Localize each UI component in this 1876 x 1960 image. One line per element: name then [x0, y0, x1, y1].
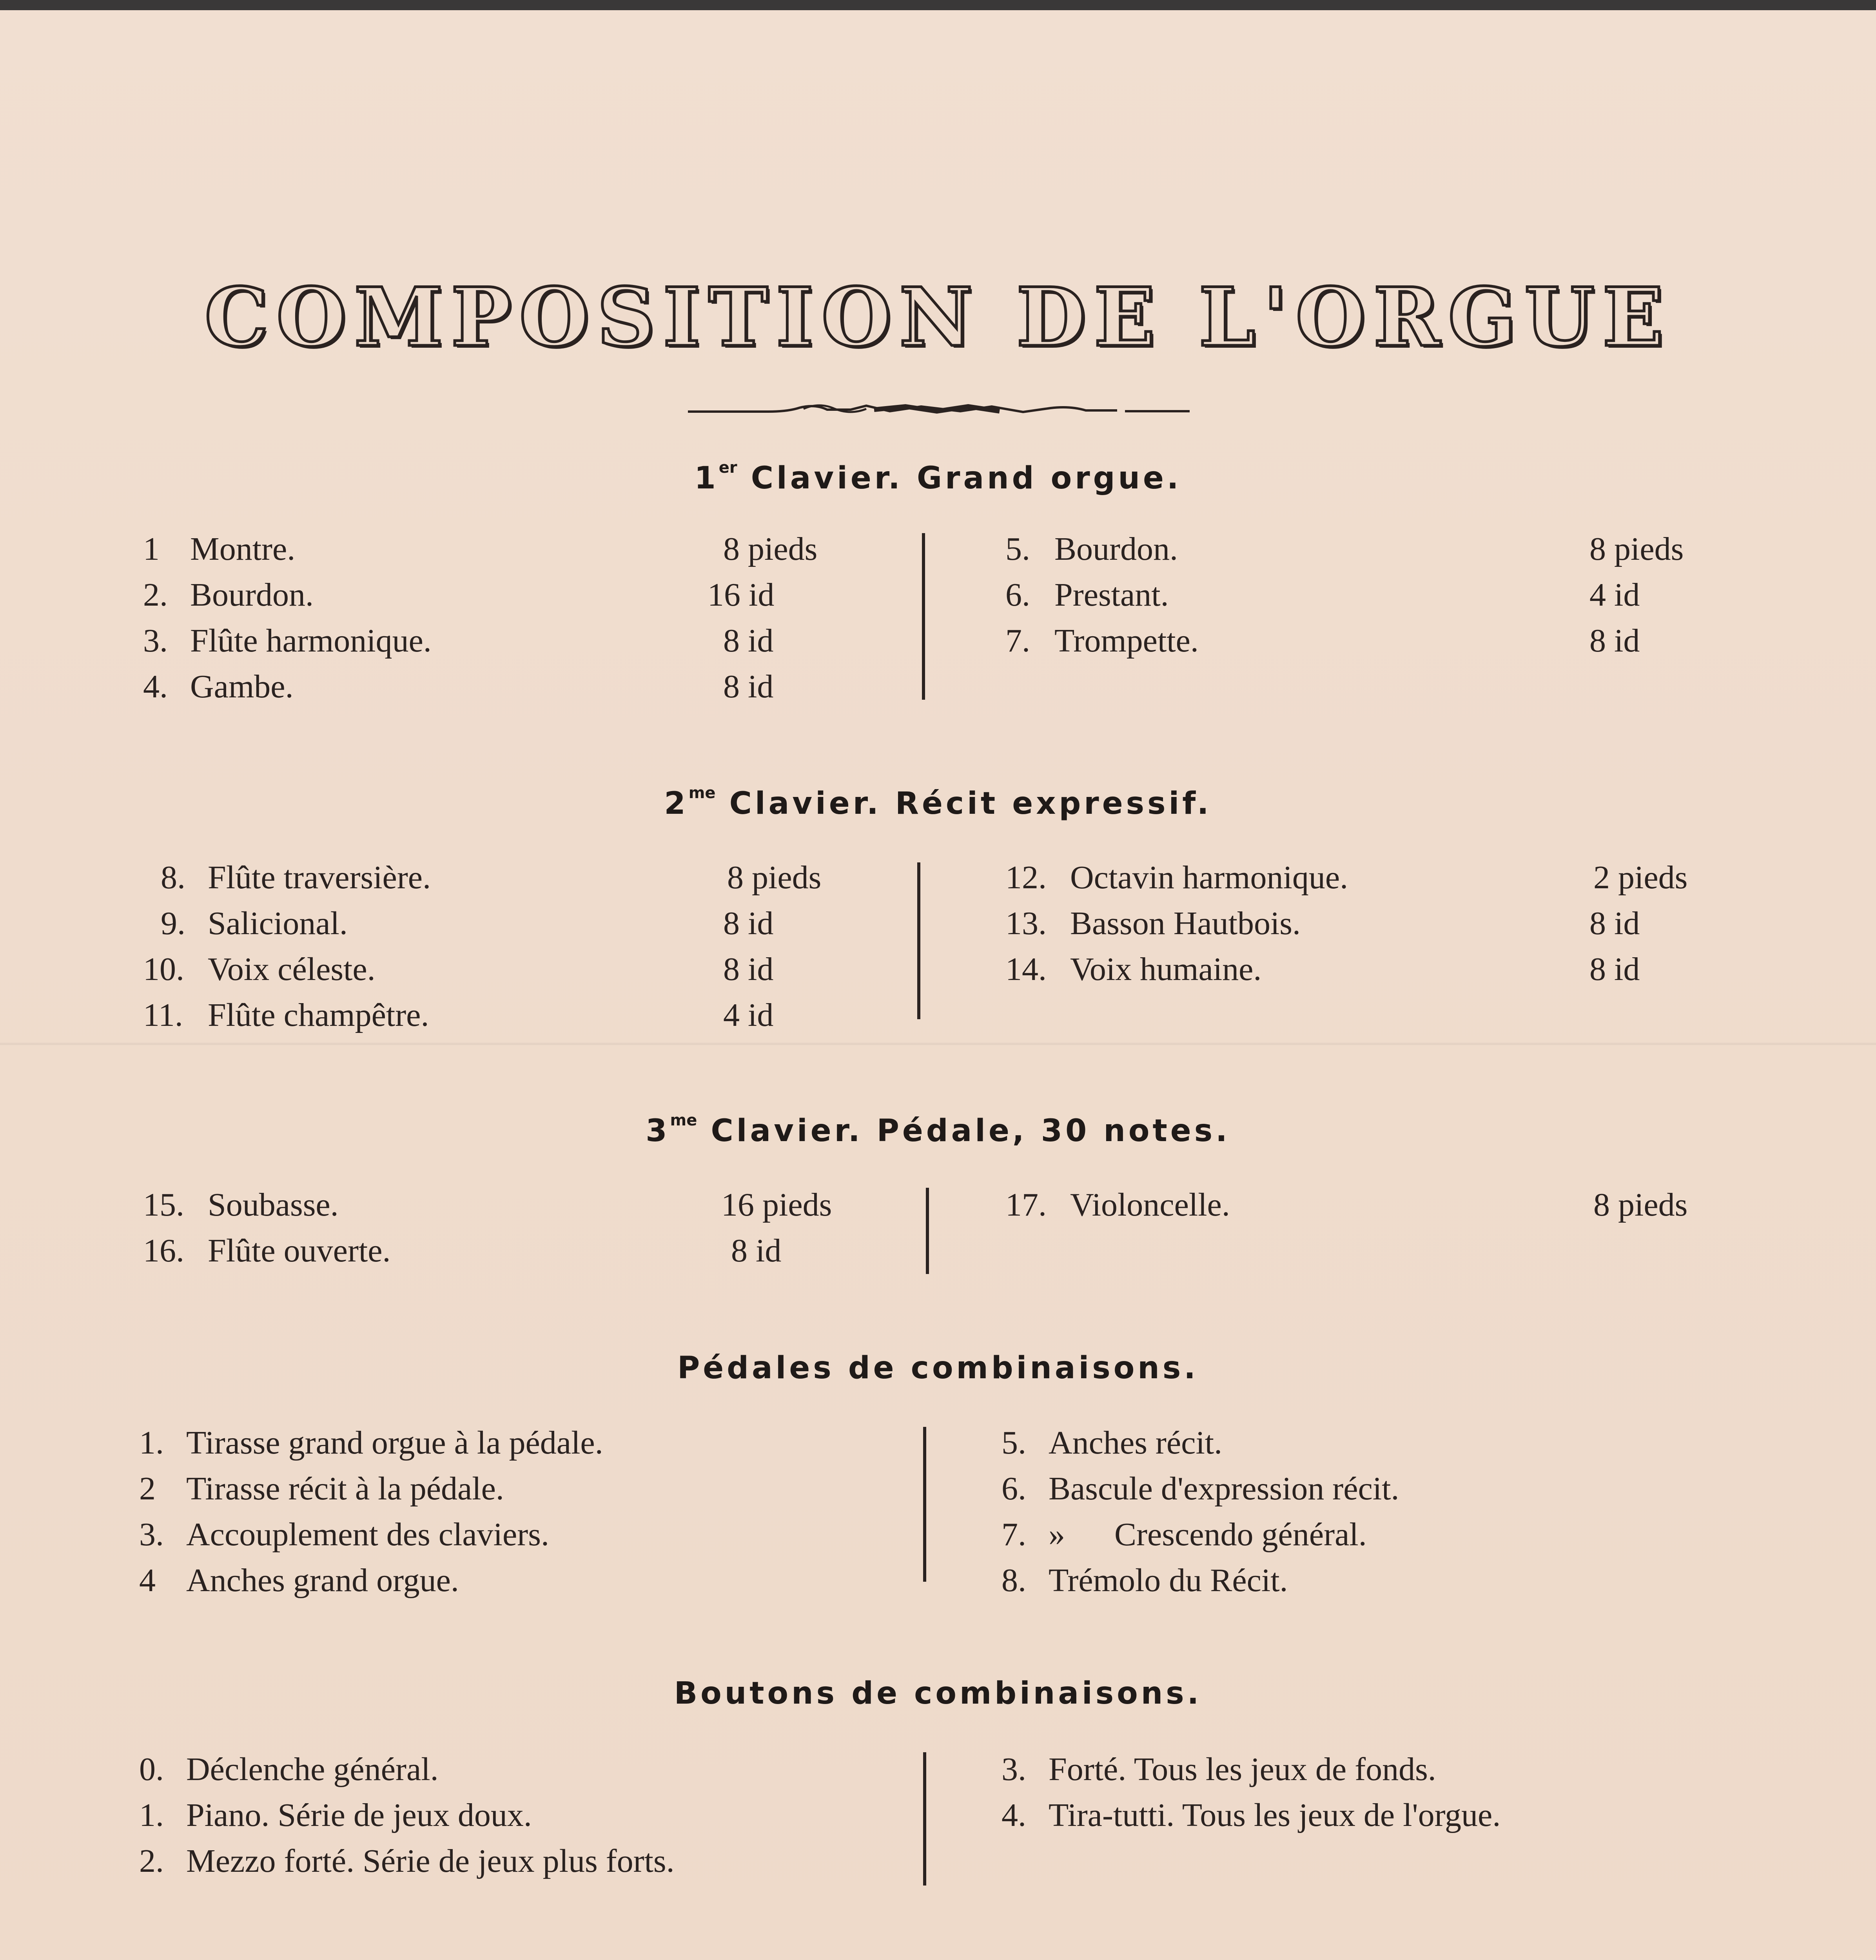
list-item: 7. Trompette. 8 id: [1005, 622, 1640, 659]
column-divider: [926, 1188, 929, 1274]
section-heading-clavier-2: $2^{me}$ Clavier. Récit expressif.: [664, 784, 1212, 821]
list-item: 3. Flûte harmonique. 8 id: [143, 622, 774, 659]
list-item: 9. Salicional. 8 id: [161, 905, 774, 942]
pedales-right-list: [1002, 1420, 1766, 1603]
list-item: 11. Flûte champêtre. 4 id: [143, 997, 774, 1033]
list-item: 10. Voix céleste. 8 id: [143, 951, 774, 987]
list-item: 1 Montre. 8 pieds: [143, 531, 818, 567]
list-item: 5. Anches récit.: [1002, 1425, 1223, 1461]
ornament-divider-icon: [686, 398, 1192, 425]
section-3-right-list: [1005, 1182, 1750, 1228]
list-item: 17. Violoncelle. 8 pieds: [1005, 1187, 1688, 1223]
column-divider: [917, 862, 920, 1019]
list-item: 15. Soubasse. 16 pieds: [143, 1187, 832, 1223]
section-heading-pedales: Pédales de combinaisons.: [677, 1350, 1199, 1386]
section-2-right-list: [1005, 855, 1750, 992]
list-item: 5. Bourdon. 8 pieds: [1005, 531, 1684, 567]
list-item: 8. Flûte traversière. 8 pieds: [161, 859, 822, 896]
boutons-left-list: [139, 1746, 904, 1884]
list-item: 16. Flûte ouverte. 8 id: [143, 1232, 782, 1269]
boutons-right-list: [1002, 1746, 1766, 1838]
column-divider: [923, 1752, 926, 1886]
section-heading-boutons: Boutons de combinaisons.: [674, 1676, 1202, 1711]
list-item: 13. Basson Hautbois. 8 id: [1005, 905, 1640, 942]
page-title: COMPOSITION DE L'ORGUE: [204, 270, 1672, 365]
section-heading-clavier-1: 1er Clavier. Grand orgue.: [694, 459, 1182, 496]
list-item: 1. Tirasse grand orgue à la pédale.: [139, 1425, 603, 1461]
list-item: 6. Prestant. 4 id: [1005, 577, 1640, 613]
list-item: 2. Mezzo forté. Série de jeux plus forts.: [139, 1843, 675, 1879]
list-item: 8. Trémolo du Récit.: [1002, 1562, 1288, 1599]
column-divider: [923, 1427, 926, 1582]
section-1-right-list: [1005, 526, 1750, 664]
list-item: 4 Anches grand orgue.: [139, 1562, 459, 1599]
paper-fold: [0, 1043, 1876, 1045]
list-item: 12. Octavin harmonique. 2 pieds: [1005, 859, 1688, 896]
top-edge: [0, 0, 1876, 10]
section-1-left-list: [143, 526, 872, 710]
list-item: 3. Forté. Tous les jeux de fonds.: [1002, 1751, 1436, 1788]
pedales-left-list: [139, 1420, 904, 1603]
list-item: 2 Tirasse récit à la pédale.: [139, 1470, 504, 1507]
section-2-left-list: [143, 855, 872, 1038]
section-3-left-list: [143, 1182, 872, 1274]
list-item: 4. Tira-tutti. Tous les jeux de l'orgue.: [1002, 1797, 1501, 1833]
list-item: 6. Bascule d'expression récit.: [1002, 1470, 1399, 1507]
list-item: 14. Voix humaine. 8 id: [1005, 951, 1640, 987]
list-item: 7. » Crescendo général.: [1002, 1516, 1367, 1553]
list-item: 2. Bourdon. 16 id: [143, 577, 775, 613]
section-heading-clavier-3: $3^{me}$ Clavier. Pédale, 30 notes.: [646, 1111, 1230, 1149]
list-item: 0. Déclenche général.: [139, 1751, 439, 1788]
list-item: 3. Accouplement des claviers.: [139, 1516, 549, 1553]
column-divider: [922, 533, 925, 700]
list-item: 1. Piano. Série de jeux doux.: [139, 1797, 532, 1833]
list-item: 4. Gambe. 8 id: [143, 668, 774, 705]
